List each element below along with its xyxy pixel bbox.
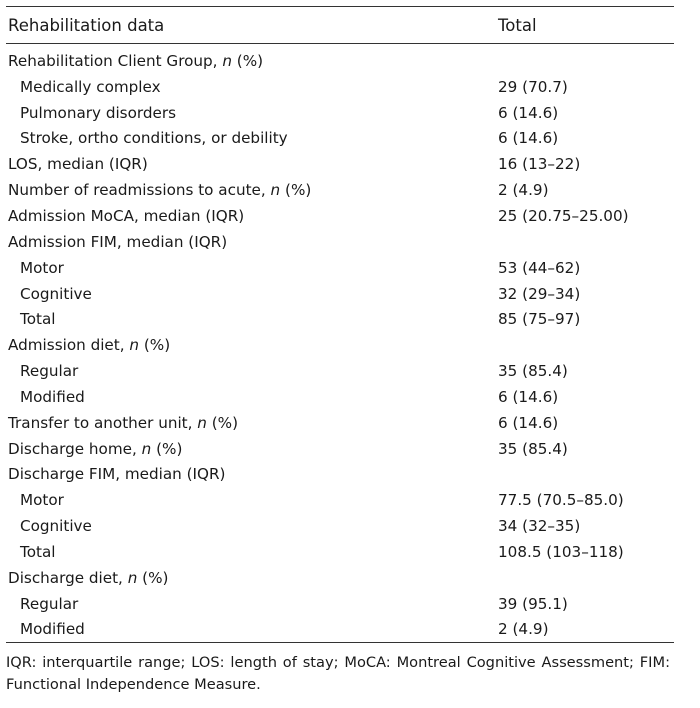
row-sublabel [6,513,498,539]
row-sublabel [6,306,498,332]
row-sublabel [6,487,498,513]
row-label-text: LOS, median (IQR) [8,155,148,174]
row-label-text: Discharge FIM, median (IQR) [8,465,226,484]
row-label-text: Medically complex [20,77,161,96]
row-sublabel [6,255,498,281]
row-value: 39 (95.1) [498,594,568,613]
row-label [6,203,498,229]
table-row [6,513,674,539]
row-label-text: Modified [20,387,85,406]
table-row [6,565,674,591]
row-value: 16 (13–22) [498,155,581,174]
row-value: 85 (75–97) [498,310,581,329]
row-label-text: Discharge diet, [8,568,128,587]
row-label-text: Stroke, ortho conditions, or debility [20,129,288,148]
row-value: 35 (85.4) [498,362,568,381]
row-sublabel [6,384,498,410]
row-sublabel [6,126,498,152]
row-label-text: Motor [20,491,64,510]
row-value: 6 (14.6) [498,103,559,122]
row-label-text: Total [20,542,56,561]
row-label-suffix: (%) [137,568,169,587]
row-label-text: Cognitive [20,517,92,536]
row-label-text: Rehabilitation Client Group, [8,51,223,70]
header-rehabilitation-data: Rehabilitation data [6,7,498,44]
row-label-text: Cognitive [20,284,92,303]
table-row [6,436,674,462]
row-value: 6 (14.6) [498,387,559,406]
table-body [6,44,674,643]
header-row [6,7,674,44]
row-label-italic: n [129,336,140,355]
row-value [498,229,674,255]
row-label [6,151,498,177]
row-sublabel [6,281,498,307]
table-row [6,126,674,152]
table-row [6,203,674,229]
row-label [6,177,498,203]
row-value [498,332,674,358]
row-value: 35 (85.4) [498,439,568,458]
row-value [498,462,674,488]
row-label [6,229,498,255]
row-value: 32 (29–34) [498,284,581,303]
row-value [498,565,674,591]
row-label-suffix: (%) [151,439,183,458]
row-label [6,44,498,74]
table-row [6,539,674,565]
row-sublabel [6,100,498,126]
table-row [6,44,674,74]
row-value: 6 (14.6) [498,413,559,432]
row-label-italic: n [270,181,281,200]
row-label-text: Modified [20,620,85,639]
row-value [498,44,674,74]
table-row [6,177,674,203]
row-sublabel [6,358,498,384]
table-row [6,332,674,358]
row-label-suffix: (%) [280,181,312,200]
row-label [6,436,498,462]
row-label [6,462,498,488]
row-label-text: Regular [20,362,79,381]
row-label [6,410,498,436]
row-label-text: Motor [20,258,64,277]
header-total [498,7,674,44]
table-row [6,100,674,126]
table-row [6,591,674,617]
row-label [6,332,498,358]
row-label-suffix: (%) [231,51,264,70]
table-row [6,487,674,513]
row-sublabel [6,539,498,565]
table-row [6,462,674,488]
row-value: 6 (14.6) [498,129,559,148]
row-label-suffix: (%) [206,413,239,432]
row-label-text: Transfer to another unit, [8,413,198,432]
table-row [6,229,674,255]
row-label-suffix: (%) [139,336,171,355]
table-row [6,358,674,384]
row-value: 77.5 (70.5–85.0) [498,491,624,510]
row-value: 2 (4.9) [498,181,549,200]
table-row [6,410,674,436]
table-row [6,74,674,100]
row-label-text: Admission FIM, median (IQR) [8,232,228,251]
row-label-text: Total [20,310,56,329]
row-label-italic: n [222,51,232,70]
row-label-text: Pulmonary disorders [20,103,176,122]
row-label-italic: n [141,439,152,458]
row-label [6,565,498,591]
row-label-italic: n [197,413,207,432]
row-value: 29 (70.7) [498,77,568,96]
row-value: 34 (32–35) [498,517,581,536]
row-value: 25 (20.75–25.00) [498,206,629,225]
row-label-text: Admission diet, [8,336,130,355]
row-label-text: Admission MoCA, median (IQR) [8,206,245,225]
table-row [6,617,674,643]
rehabilitation-data-table [6,6,674,643]
table-row [6,281,674,307]
row-sublabel [6,617,498,643]
table-row [6,255,674,281]
table-row [6,151,674,177]
header-total-label: Total [498,15,537,35]
table-row [6,384,674,410]
table-header [6,7,674,44]
table-row [6,306,674,332]
table-container [6,0,674,696]
row-label-italic: n [127,568,138,587]
row-sublabel [6,591,498,617]
table-footnote: IQR: interquartile range; LOS: length of stay; MoCA: Montreal Cognitive Assessment; FIM: Functional Independence Measure. [6,654,670,694]
row-value: 2 (4.9) [498,620,549,639]
row-label-text: Discharge home, [8,439,142,458]
row-value: 108.5 (103–118) [498,542,624,561]
row-label-text: Regular [20,594,79,613]
row-value: 53 (44–62) [498,258,581,277]
row-sublabel [6,74,498,100]
row-label-text: Number of readmissions to acute, [8,181,271,200]
